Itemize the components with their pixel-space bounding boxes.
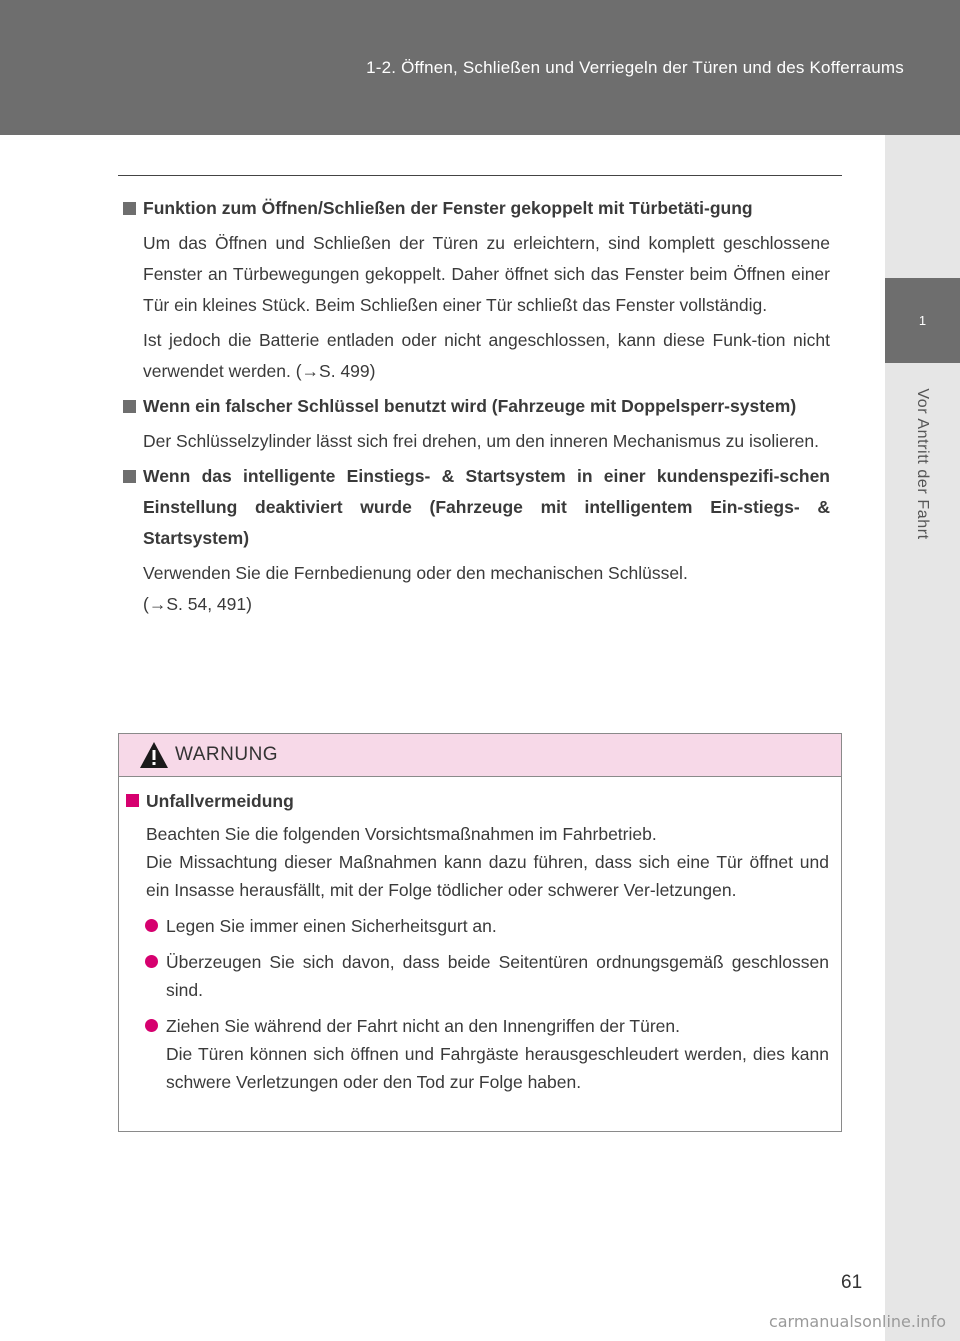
paragraph: Ist jedoch die Batterie entladen oder nicht angeschlossen, kann diese Funk-tion nicht verwendet werden. (→S. 499) — [143, 330, 830, 381]
section-heading: Wenn das intelligente Einstiegs- & Startsystem in einer kundenspezifi-schen Einstellung deaktiviert wurde (Fahrzeuge mit intelligentem Ein-stiegs- & Startsystem) — [123, 461, 830, 554]
paragraph: Verwenden Sie die Fernbedienung oder den mechanischen Schlüssel. — [143, 563, 688, 583]
section-smart-entry — [123, 461, 830, 620]
circle-bullet-icon — [145, 919, 158, 932]
main-content — [123, 193, 830, 624]
chapter-number: 1 — [918, 313, 927, 328]
warning-intro: Die Missachtung dieser Maßnahmen kann dazu führen, dass sich eine Tür öffnet und ein Insasse herausfällt, mit der Folge tödlicher oder schwerer Ver-letzungen. — [146, 852, 829, 900]
page-number: 61 — [841, 1272, 863, 1293]
square-bullet-icon — [123, 202, 136, 215]
watermark: carmanualsonline.info — [768, 1312, 946, 1331]
square-bullet-icon — [126, 794, 139, 807]
warning-box — [118, 733, 842, 1132]
square-bullet-icon — [123, 400, 136, 413]
circle-bullet-icon — [145, 1019, 158, 1032]
section-heading: Funktion zum Öffnen/Schließen der Fenster gekoppelt mit Türbetäti-gung — [123, 193, 830, 224]
warning-bullet: Legen Sie immer einen Sicherheitsgurt an. — [126, 912, 829, 940]
paragraph: Der Schlüsselzylinder lässt sich frei drehen, um den inneren Mechanismus zu isolieren. — [143, 431, 820, 451]
chapter-tab[interactable] — [885, 278, 960, 363]
section-heading: Wenn ein falscher Schlüssel benutzt wird (Fahrzeuge mit Doppelsperr-system) — [123, 391, 830, 422]
side-strip-top — [885, 135, 960, 278]
warning-heading: Unfallvermeidung — [126, 786, 829, 816]
warning-bullet: Ziehen Sie während der Fahrt nicht an den Innengriffen der Türen. Die Türen können sich öffnen und Fahrgäste herausgeschleudert werden, dies kann schwere Verletzungen oder den Tod zur Folge haben. — [126, 1012, 829, 1096]
top-divider — [118, 175, 842, 176]
section-wrong-key — [123, 391, 830, 457]
circle-bullet-icon — [145, 955, 158, 968]
warning-intro: Beachten Sie die folgenden Vorsichtsmaßnahmen im Fahrbetrieb. — [146, 824, 657, 844]
paragraph: (→S. 54, 491) — [143, 594, 252, 614]
warning-body — [126, 786, 829, 1104]
warning-triangle-icon — [139, 741, 169, 769]
warning-title: WARNUNG — [175, 744, 279, 765]
page-header — [0, 0, 960, 135]
chapter-label: Vor Antritt der Fahrt — [914, 388, 931, 540]
chapter-section-title: 1-2. Öffnen, Schließen und Verriegeln der Türen und des Kofferraums — [366, 58, 904, 77]
section-window-function — [123, 193, 830, 387]
paragraph: Um das Öffnen und Schließen der Türen zu erleichtern, sind komplett geschlossene Fenster an Türbewegungen gekoppelt. Daher öffnet sich das Fenster beim Öffnen einer Tür ein kleines Stück. Beim Schließen einer Tür schließt das Fenster vollständig. — [143, 233, 830, 315]
warning-header — [119, 734, 841, 777]
square-bullet-icon — [123, 470, 136, 483]
warning-bullet: Überzeugen Sie sich davon, dass beide Seitentüren ordnungsgemäß geschlossen sind. — [126, 948, 829, 1004]
